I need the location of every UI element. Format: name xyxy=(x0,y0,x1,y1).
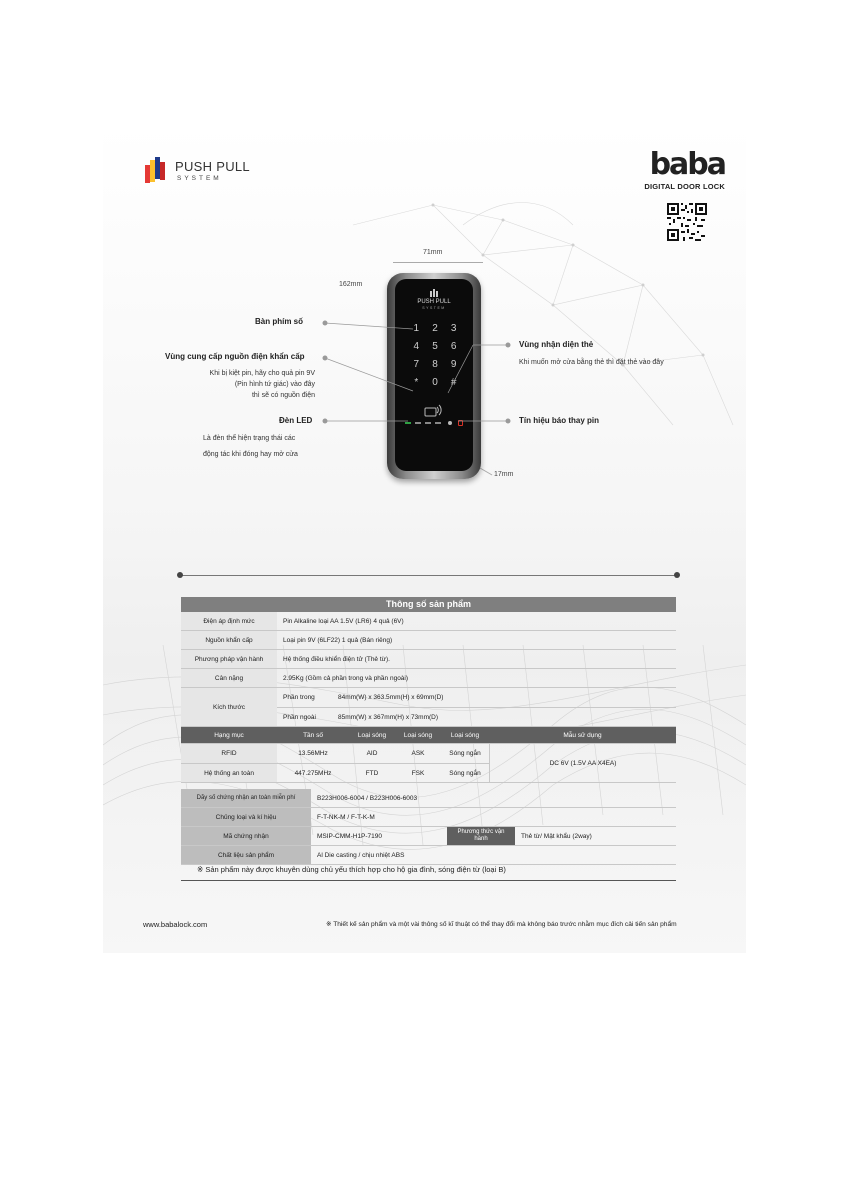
spec-end-line xyxy=(181,880,676,881)
key-star[interactable]: * xyxy=(414,377,419,388)
keypad-callout-title: Bàn phím số xyxy=(255,317,304,326)
size-outer-row xyxy=(277,708,676,726)
row-label: Nguồn khẩn cấp xyxy=(181,631,277,649)
radio-cell: 13.56MHz xyxy=(298,750,328,757)
radio-cell: Sóng ngắn xyxy=(449,750,481,757)
key-1[interactable]: 1 xyxy=(413,323,420,334)
spec-note: ※ Sản phẩm này được khuyên dùng chủ yếu thích hợp cho hộ gia đình, sóng điện từ (loại B) xyxy=(197,865,506,874)
footer-disclaimer: ※ Thiết kế sản phẩm và một vài thông số kĩ thuật có thể thay đổi mà không báo trước nhằm mục đích cải tiến sản phẩm xyxy=(326,921,677,928)
radio-header-cell: Hạng mục xyxy=(181,727,277,743)
key-9[interactable]: 9 xyxy=(450,359,457,370)
row-value: Hệ thống điều khiển điện tử (Thẻ từ). xyxy=(283,655,390,663)
radio-cell: Sóng ngắn xyxy=(449,769,481,777)
radio-header-cell: Loại sóng xyxy=(395,727,441,743)
usage-value: DC 6V (1.5V AA X4EA) xyxy=(489,744,676,782)
footer-website[interactable]: www.babalock.com xyxy=(143,920,208,929)
baba-logo-brand: baba xyxy=(649,147,725,182)
size-row xyxy=(181,688,676,727)
row-label: Điện áp định mức xyxy=(181,612,277,630)
radio-cell: ASK xyxy=(411,750,425,757)
divider-dot-right xyxy=(674,572,680,578)
spec-table xyxy=(181,597,676,865)
table-row xyxy=(181,808,676,827)
cert-label: Chất liệu sản phẩm xyxy=(181,846,311,864)
height-dimension-label: 162mm xyxy=(339,281,363,288)
key-6[interactable]: 6 xyxy=(450,341,457,352)
emergency-desc-line-3: thì sẽ có nguồn điện xyxy=(251,392,315,399)
key-5[interactable]: 5 xyxy=(432,341,438,352)
size-outer-value: 85mm(W) x 367mm(H) x 73mm(D) xyxy=(338,713,439,721)
table-row xyxy=(181,612,676,631)
size-label: Kích thước xyxy=(181,688,277,726)
emergency-desc-line-2: (Pin hình tứ giác) vào đây xyxy=(234,381,315,388)
key-7[interactable]: 7 xyxy=(413,359,420,370)
cert-value: MSIP-CMM-H1P-7190 xyxy=(317,832,383,840)
depth-dimension-label: 17mm xyxy=(494,471,514,478)
radio-header-cell: Tần số xyxy=(277,727,349,743)
divider-dot-left xyxy=(177,572,183,578)
radio-cell: 447.275MHz xyxy=(294,769,332,777)
cert-label: Dãy số chứng nhận an toàn miễn phí xyxy=(181,789,311,807)
screen-brand-sub: SYSTEM xyxy=(422,306,446,310)
section-divider xyxy=(179,575,679,576)
row-value: Pin Alkaline loại AA 1.5V (LR6) 4 quả (6V) xyxy=(283,617,404,625)
radio-header-cell: Loại sóng xyxy=(441,727,489,743)
table-row xyxy=(181,631,676,650)
led-desc-line-2: động tác khi đóng hay mở cửa xyxy=(203,451,298,458)
table-row xyxy=(181,669,676,688)
size-inner-row xyxy=(277,688,676,708)
callout-lines xyxy=(103,125,746,525)
size-inner-value: 84mm(W) x 363.5mm(H) x 69mm(D) xyxy=(338,694,444,701)
screen-brand: PUSH PULL xyxy=(417,299,451,305)
size-inner-label: Phần trong xyxy=(283,694,315,701)
push-pull-logo-sub: SYSTEM xyxy=(177,175,222,182)
radio-rows xyxy=(181,744,489,782)
cert-value: Al Die casting / chịu nhiệt ABS xyxy=(317,851,405,859)
push-pull-logo-name: PUSH PULL xyxy=(175,159,250,174)
key-3[interactable]: 3 xyxy=(450,323,457,334)
width-dimension-label: 71mm xyxy=(423,249,443,256)
radio-cell: Hệ thống an toàn xyxy=(181,764,277,782)
radio-cell: FTD xyxy=(365,769,379,777)
emergency-desc-line-1: Khi bị kiệt pin, hãy cho quả pin 9V xyxy=(209,370,315,377)
cert-label: Chủng loại và kí hiệu xyxy=(181,808,311,826)
key-0[interactable]: 0 xyxy=(432,377,438,388)
method-label: Phương thức vận hành xyxy=(447,827,515,845)
radio-header-cell: Mẫu sử dụng xyxy=(489,727,676,743)
method-value: Thẻ từ/ Mật khẩu (2way) xyxy=(521,832,592,840)
radio-cell: RFID xyxy=(181,744,277,763)
row-label: Cân nặng xyxy=(181,669,277,687)
radio-cell: AID xyxy=(366,750,378,757)
emergency-callout-desc xyxy=(173,368,315,401)
key-hash[interactable]: # xyxy=(450,377,457,388)
card-callout-title: Vùng nhận diện thẻ xyxy=(519,340,594,349)
spec-table-title: Thông số sản phẩm xyxy=(181,597,676,612)
card-callout-desc: Khi muốn mở cửa bằng thẻ thì đặt thẻ vào đây xyxy=(519,359,664,366)
radio-header-cell: Loại sóng xyxy=(349,727,395,743)
table-row xyxy=(181,789,676,808)
baba-logo-tagline: DIGITAL DOOR LOCK xyxy=(644,182,725,191)
led-callout-desc xyxy=(203,431,313,463)
battery-callout-title: Tín hiệu báo thay pin xyxy=(519,416,599,425)
size-outer-label: Phần ngoài xyxy=(283,713,316,721)
key-8[interactable]: 8 xyxy=(432,359,438,370)
radio-body xyxy=(181,744,676,783)
row-value: 2.95Kg (Gồm cả phần trong và phần ngoài) xyxy=(283,674,409,682)
key-2[interactable]: 2 xyxy=(432,323,438,334)
brochure-page xyxy=(103,125,746,953)
key-4[interactable]: 4 xyxy=(413,341,420,352)
row-value: Loại pin 9V (6LF22) 1 quả (Bán riêng) xyxy=(283,636,393,644)
row-label: Phương pháp vận hành xyxy=(181,650,277,668)
radio-cell: FSK xyxy=(411,769,425,777)
table-row xyxy=(181,744,489,764)
size-values xyxy=(277,688,676,726)
table-row xyxy=(181,827,676,846)
cert-label: Mã chứng nhận xyxy=(181,827,311,845)
led-callout-title: Đèn LED xyxy=(279,416,313,425)
emergency-callout-title: Vùng cung cấp nguồn điện khẩn cấp xyxy=(165,352,305,361)
led-desc-line-1: Là đèn thể hiện trạng thái các xyxy=(203,435,296,442)
table-row xyxy=(181,846,676,865)
cert-value: F-T-NK-M / F-T-K-M xyxy=(317,813,375,821)
table-row xyxy=(181,764,489,782)
radio-header-row xyxy=(181,727,676,744)
cert-value: B223H006-6004 / B223H006-6003 xyxy=(317,794,418,802)
table-row xyxy=(181,650,676,669)
